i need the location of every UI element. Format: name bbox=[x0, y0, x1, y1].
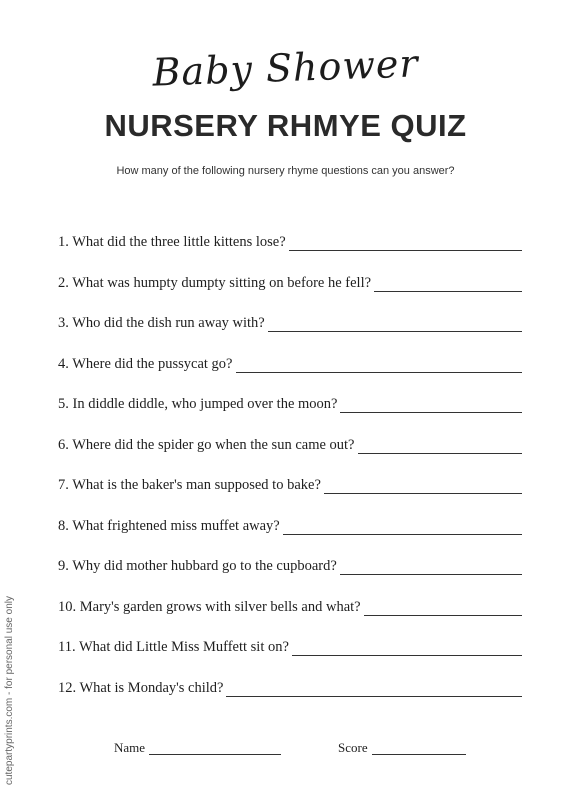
question-row bbox=[58, 518, 522, 559]
score-label: Score bbox=[338, 740, 368, 755]
answer-line[interactable] bbox=[374, 276, 522, 292]
answer-line[interactable] bbox=[292, 640, 522, 656]
question-text: 12. What is Monday's child? bbox=[58, 679, 224, 696]
answer-line[interactable] bbox=[358, 438, 523, 454]
answer-line[interactable] bbox=[364, 600, 522, 616]
question-row bbox=[58, 396, 522, 437]
question-text: 7. What is the baker's man supposed to bake? bbox=[58, 477, 321, 493]
name-line[interactable] bbox=[149, 740, 281, 755]
question-row bbox=[58, 356, 522, 397]
question-list bbox=[58, 234, 522, 720]
answer-line[interactable] bbox=[340, 397, 522, 413]
question-row bbox=[58, 639, 522, 680]
question-row bbox=[58, 680, 522, 721]
question-row bbox=[58, 275, 522, 316]
answer-line[interactable] bbox=[289, 235, 522, 251]
answer-line[interactable] bbox=[236, 357, 523, 373]
question-text: 4. Where did the pussycat go? bbox=[58, 355, 233, 372]
question-row bbox=[58, 437, 522, 478]
instructions-text: How many of the following nursery rhyme questions can you answer? bbox=[116, 165, 455, 177]
answer-line[interactable] bbox=[268, 316, 522, 332]
name-label: Name bbox=[114, 740, 146, 755]
question-text: 11. What did Little Miss Muffett sit on? bbox=[58, 639, 289, 655]
score-line[interactable] bbox=[372, 740, 466, 755]
question-text: 2. What was humpty dumpty sitting on before he fell? bbox=[58, 274, 372, 291]
question-text: 6. Where did the spider go when the sun came out? bbox=[58, 436, 355, 453]
question-text: 10. Mary's garden grows with silver bells and what? bbox=[58, 598, 361, 615]
question-text: 5. In diddle diddle, who jumped over the moon? bbox=[58, 396, 338, 412]
answer-line[interactable] bbox=[324, 478, 522, 494]
question-row bbox=[58, 477, 522, 518]
question-text: 3. Who did the dish run away with? bbox=[58, 315, 265, 331]
script-heading: Baby Shower bbox=[151, 41, 420, 95]
name-field bbox=[114, 740, 281, 756]
score-field bbox=[338, 740, 466, 756]
side-credit: cutepartyprints.com - for personal use only bbox=[4, 596, 15, 785]
question-text: 8. What frightened miss muffet away? bbox=[58, 517, 280, 534]
question-row bbox=[58, 599, 522, 640]
question-row bbox=[58, 315, 522, 356]
question-row bbox=[58, 558, 522, 599]
question-row bbox=[58, 234, 522, 275]
page-title: NURSERY RHMYE QUIZ bbox=[104, 108, 467, 143]
answer-line[interactable] bbox=[340, 559, 522, 575]
question-text: 9. Why did mother hubbard go to the cupboard? bbox=[58, 558, 337, 574]
answer-line[interactable] bbox=[283, 519, 522, 535]
answer-line[interactable] bbox=[226, 681, 522, 697]
question-text: 1. What did the three little kittens lose? bbox=[58, 234, 286, 250]
